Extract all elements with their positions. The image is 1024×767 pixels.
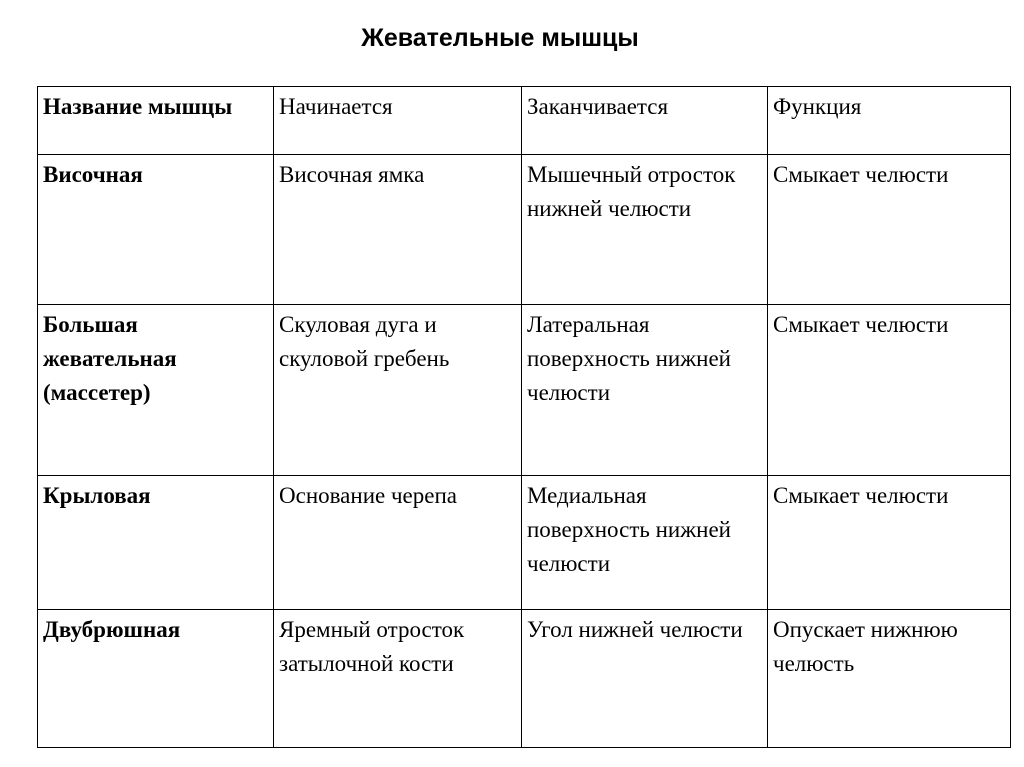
page-title: Жевательные мышцы <box>361 24 639 52</box>
function-cell: Смыкает челюсти <box>768 305 1011 476</box>
muscles-table <box>37 86 1011 748</box>
function-cell: Смыкает челюсти <box>768 155 1011 305</box>
table-header-row <box>38 87 1011 155</box>
function-cell: Смыкает челюсти <box>768 476 1011 610</box>
header-function: Функция <box>768 87 1011 155</box>
origin-cell: Скуловая дуга и скуловой гребень <box>274 305 522 476</box>
table-row <box>38 155 1011 305</box>
insertion-cell: Угол нижней челюсти <box>522 610 768 748</box>
function-cell: Опускает нижнюю челюсть <box>768 610 1011 748</box>
origin-cell: Височная ямка <box>274 155 522 305</box>
table-row <box>38 610 1011 748</box>
muscle-name-cell: Двубрюшная <box>38 610 274 748</box>
muscle-name-cell: Височная <box>38 155 274 305</box>
table-row <box>38 476 1011 610</box>
origin-cell: Яремный отросток затылочной кости <box>274 610 522 748</box>
insertion-cell: Медиальная поверхность нижней челюсти <box>522 476 768 610</box>
origin-cell: Основание черепа <box>274 476 522 610</box>
header-insertion: Заканчивается <box>522 87 768 155</box>
muscle-name-cell: Большая жевательная (массетер) <box>38 305 274 476</box>
header-muscle-name: Название мышцы <box>38 87 274 155</box>
insertion-cell: Латеральная поверхность нижней челюсти <box>522 305 768 476</box>
insertion-cell: Мышечный отросток нижней челюсти <box>522 155 768 305</box>
table-row <box>38 305 1011 476</box>
muscle-name-cell: Крыловая <box>38 476 274 610</box>
header-origin: Начинается <box>274 87 522 155</box>
